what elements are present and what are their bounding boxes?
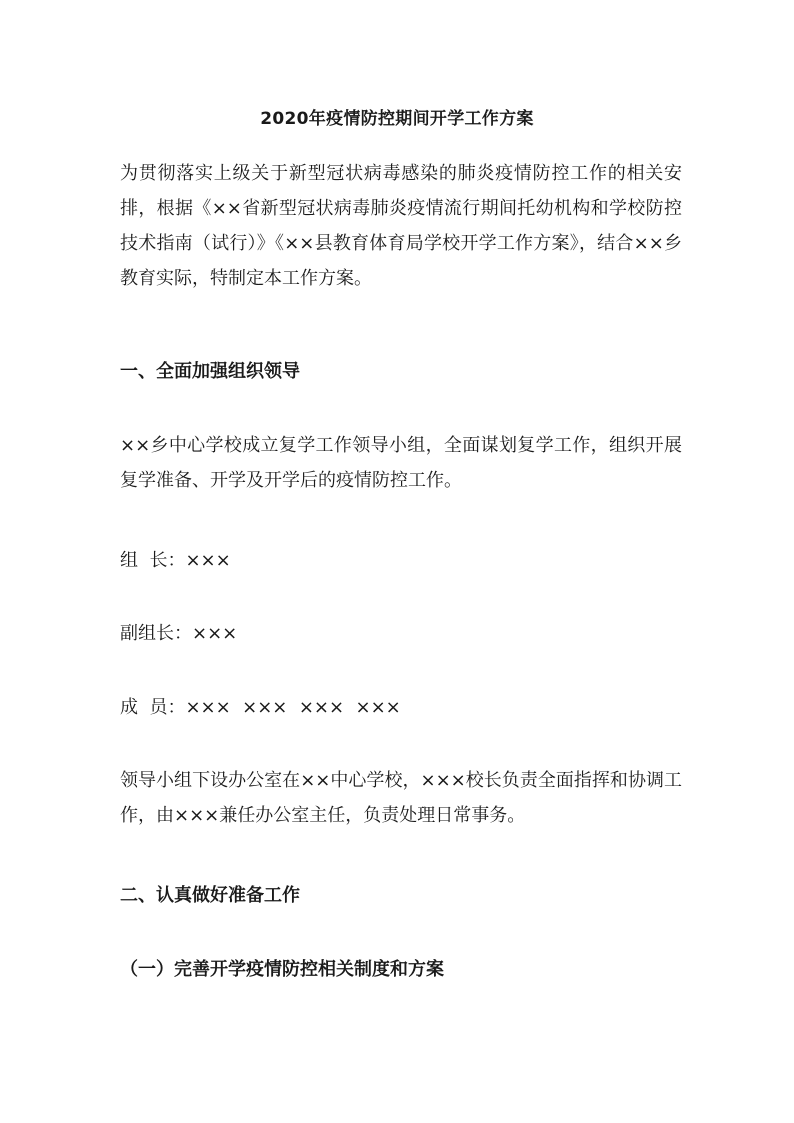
intro-paragraph: 为贯彻落实上级关于新型冠状病毒感染的肺炎疫情防控工作的相关安排，根据《××省新型冠状病毒肺炎疫情流行期间托幼机构和学校防控技术指南（试行）》《××县教育体育局学校开学工作方案》，结合××乡教育实际，特制定本工作方案。 bbox=[120, 163, 682, 289]
subsection-heading-policies: （一）完善开学疫情防控相关制度和方案 bbox=[120, 959, 444, 980]
section-heading-preparation: 二、认真做好准备工作 bbox=[120, 885, 300, 906]
section-heading-organization: 一、全面加强组织领导 bbox=[120, 361, 300, 382]
group-leader-line: 组 长：××× bbox=[120, 550, 231, 571]
group-members-line: 成 员：××× ××× ××× ××× bbox=[120, 697, 401, 718]
leadership-group-paragraph: ××乡中心学校成立复学工作领导小组，全面谋划复学工作，组织开展复学准备、开学及开学后的疫情防控工作。 bbox=[120, 435, 682, 491]
deputy-leader-line: 副组长：××× bbox=[120, 623, 238, 644]
office-paragraph: 领导小组下设办公室在××中心学校，×××校长负责全面指挥和协调工作，由×××兼任办公室主任，负责处理日常事务。 bbox=[120, 770, 682, 826]
document-title: 2020年疫情防控期间开学工作方案 bbox=[260, 109, 534, 129]
